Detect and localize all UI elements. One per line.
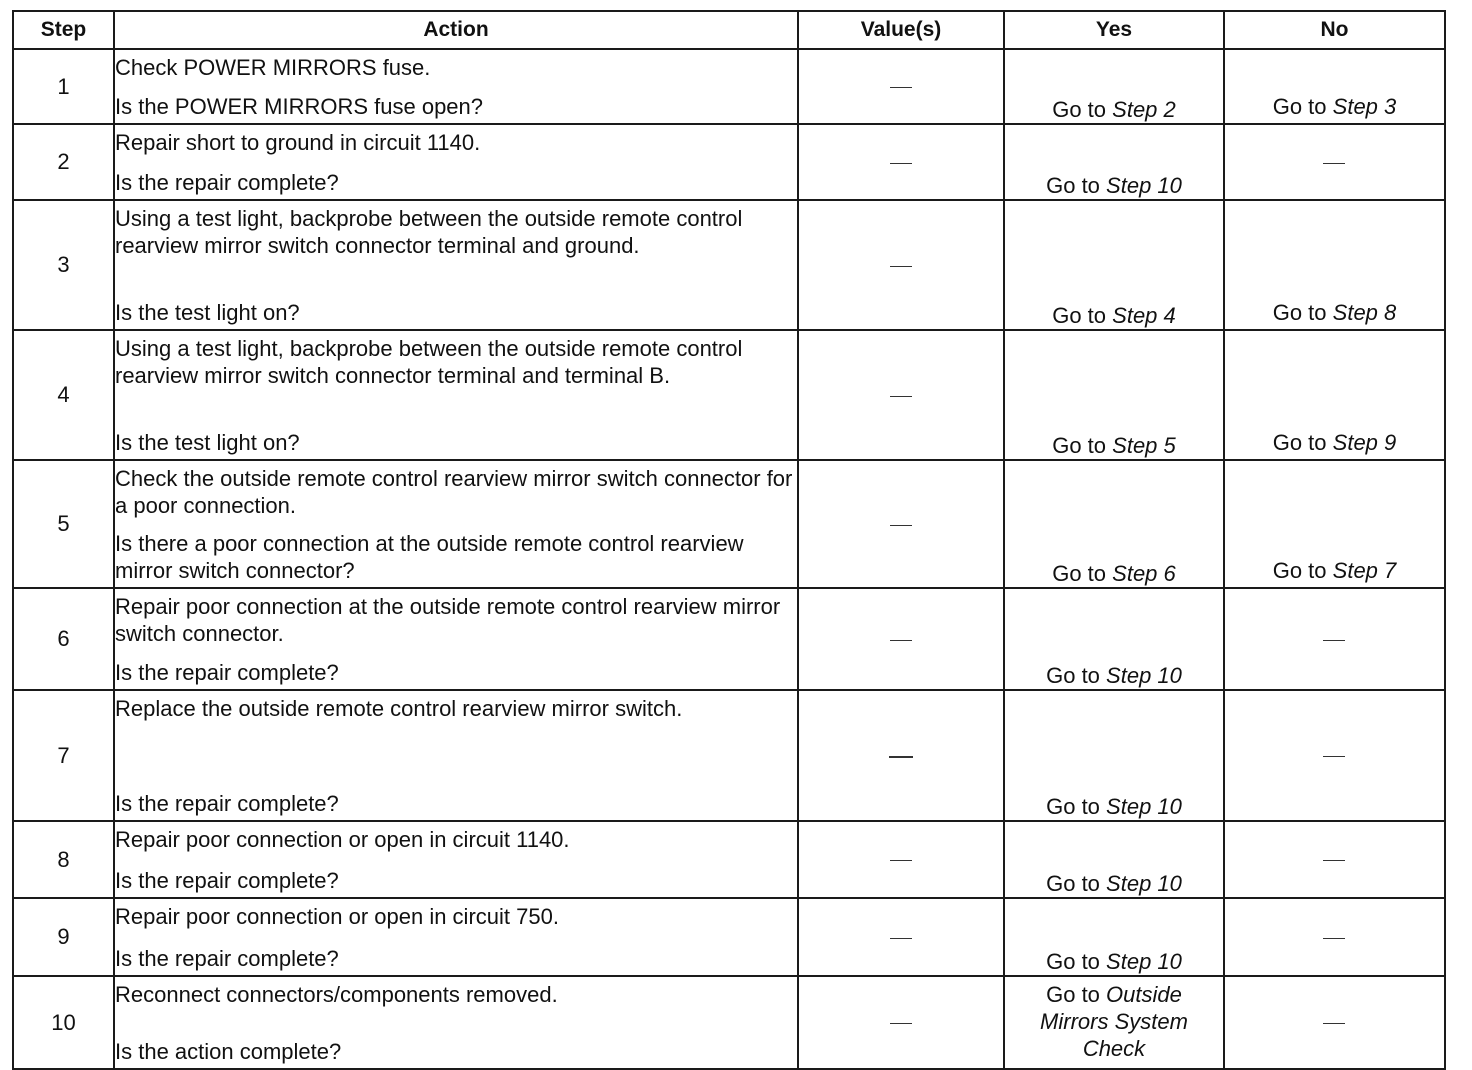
yes-target: Step 10 [1106,173,1182,198]
table-row [13,588,1445,690]
action-instruction: Check POWER MIRRORS fuse. [115,55,431,80]
step-number: 2 [13,124,114,200]
no-value [1345,867,1346,868]
value-dash [912,1030,913,1031]
value-cell [798,821,1004,898]
step-number: 7 [13,690,114,821]
yes-target: Step 10 [1106,871,1182,896]
table-row [13,976,1445,1069]
header-values: Value(s) [798,11,1004,49]
yes-target: Step 6 [1112,561,1176,586]
action-question: Is the POWER MIRRORS fuse open? [115,94,484,119]
action-instruction: Repair poor connection or open in circuit 1140. [115,827,570,852]
table-row [13,690,1445,821]
yes-target: Step 10 [1106,794,1182,819]
yes-cell [1004,49,1224,124]
table-body [13,49,1445,1069]
no-value [1345,944,1346,945]
dash-mark [890,860,912,861]
diagnostic-table [12,10,1446,1070]
goto-prefix: Go to [1272,558,1327,583]
yes-target: Step 4 [1112,303,1176,328]
action-content [115,977,797,1068]
value-cell [798,898,1004,976]
action-question: Is there a poor connection at the outside remote control rearview mirror switch connector? [115,531,744,583]
yes-cell [1004,124,1224,200]
no-target: Step 9 [1332,430,1397,455]
action-question: Is the test light on? [115,300,300,325]
step-number: 1 [13,49,114,124]
action-question: Is the test light on? [115,430,300,455]
yes-target: Step 10 [1106,949,1182,974]
no-target: Step 8 [1332,300,1397,325]
value-dash [912,531,913,532]
value-cell [798,49,1004,124]
value-dash [912,94,913,95]
diagnostic-table-container [12,10,1446,1070]
table-row [13,898,1445,976]
no-cell [1224,330,1445,460]
no-cell [1224,976,1445,1069]
yes-cell [1004,460,1224,588]
yes-target: Step 2 [1112,97,1176,122]
goto-prefix: Go to [1052,433,1107,458]
action-instruction: Repair short to ground in circuit 1140. [115,130,481,155]
goto-prefix: Go to [1052,303,1107,328]
yes-cell [1004,200,1224,330]
action-instruction: Repair poor connection or open in circuit 750. [115,904,559,929]
value-dash [912,169,913,170]
value-cell [798,124,1004,200]
dash-mark [890,163,912,164]
action-content [115,461,797,587]
step-number: 4 [13,330,114,460]
dash-mark [890,938,912,939]
dash-mark [1323,756,1345,757]
value-cell [798,588,1004,690]
value-cell [798,976,1004,1069]
action-instruction: Using a test light, backprobe between the outside remote control rearview mirror switch connector terminal and ground. [115,206,743,258]
no-cell [1224,49,1445,124]
dash-mark [890,1023,912,1024]
dash-mark [890,640,912,641]
goto-prefix: Go to [1052,97,1107,122]
yes-cell [1004,898,1224,976]
action-question: Is the repair complete? [115,791,339,816]
header-step: Step [13,11,114,49]
dash-mark [1323,163,1345,164]
action-question: Is the repair complete? [115,170,339,195]
step-number: 5 [13,460,114,588]
no-value [1345,763,1346,764]
dash-mark [889,756,913,758]
goto-prefix: Go to [1046,871,1100,896]
table-row [13,200,1445,330]
goto-prefix: Go to [1046,173,1100,198]
action-cell [114,200,798,330]
action-content [115,201,797,329]
table-row [13,124,1445,200]
yes-cell [1004,821,1224,898]
value-dash [912,402,913,403]
value-cell [798,200,1004,330]
value-cell [798,330,1004,460]
no-target: Step 7 [1332,558,1397,583]
action-instruction: Replace the outside remote control rearview mirror switch. [115,696,683,721]
dash-mark [1323,640,1345,641]
value-cell [798,690,1004,821]
no-cell [1224,821,1445,898]
value-dash [912,867,913,868]
step-number: 10 [13,976,114,1069]
value-dash [912,646,913,647]
header-row [13,11,1445,49]
table-row [13,49,1445,124]
action-content [115,589,797,689]
goto-prefix: Go to [1046,663,1100,688]
action-cell [114,330,798,460]
no-value [1345,169,1346,170]
goto-prefix: Go to [1046,949,1100,974]
step-number: 6 [13,588,114,690]
goto-prefix: Go to [1046,794,1100,819]
header-no: No [1224,11,1445,49]
dash-mark [1323,1023,1345,1024]
goto-prefix: Go to [1046,982,1100,1007]
header-yes: Yes [1004,11,1224,49]
action-content [115,691,797,820]
action-question: Is the repair complete? [115,946,339,971]
step-number: 9 [13,898,114,976]
yes-target: Step 10 [1106,663,1182,688]
action-content [115,822,797,897]
action-instruction: Reconnect connectors/components removed. [115,982,558,1007]
action-question: Is the repair complete? [115,660,339,685]
action-instruction: Repair poor connection at the outside remote control rearview mirror switch connector. [115,594,781,646]
action-instruction: Using a test light, backprobe between the outside remote control rearview mirror switch connector terminal and terminal B. [115,336,743,388]
yes-target: Outside Mirrors System Check [1040,982,1188,1061]
action-question: Is the action complete? [115,1039,342,1064]
header-action: Action [114,11,798,49]
yes-cell [1004,976,1224,1069]
action-question: Is the repair complete? [115,868,339,893]
no-cell [1224,460,1445,588]
goto-prefix: Go to [1272,300,1327,325]
yes-cell [1004,330,1224,460]
table-row [13,330,1445,460]
table-row [13,460,1445,588]
dash-mark [890,525,912,526]
action-cell [114,49,798,124]
action-content [115,331,797,459]
no-target: Step 3 [1332,94,1397,119]
action-content [115,50,797,123]
yes-target: Step 5 [1112,433,1176,458]
dash-mark [1323,860,1345,861]
action-cell [114,898,798,976]
dash-mark [890,87,912,88]
no-value [1345,1030,1346,1031]
action-cell [114,690,798,821]
no-value [1345,646,1346,647]
step-number: 8 [13,821,114,898]
action-content [115,899,797,975]
no-cell [1224,124,1445,200]
value-dash [912,944,913,945]
action-cell [114,460,798,588]
goto-prefix: Go to [1272,430,1327,455]
action-content [115,125,797,199]
dash-mark [890,266,912,267]
action-cell [114,976,798,1069]
goto-prefix: Go to [1052,561,1107,586]
yes-cell [1004,690,1224,821]
value-dash [913,763,914,764]
value-cell [798,460,1004,588]
dash-mark [1323,938,1345,939]
action-cell [114,124,798,200]
action-cell [114,588,798,690]
no-cell [1224,588,1445,690]
goto-prefix: Go to [1272,94,1327,119]
action-instruction: Check the outside remote control rearview mirror switch connector for a poor connection. [115,466,793,518]
value-dash [912,272,913,273]
no-cell [1224,898,1445,976]
step-number: 3 [13,200,114,330]
dash-mark [890,396,912,397]
yes-cell [1004,588,1224,690]
table-row [13,821,1445,898]
action-cell [114,821,798,898]
no-cell [1224,690,1445,821]
no-cell [1224,200,1445,330]
